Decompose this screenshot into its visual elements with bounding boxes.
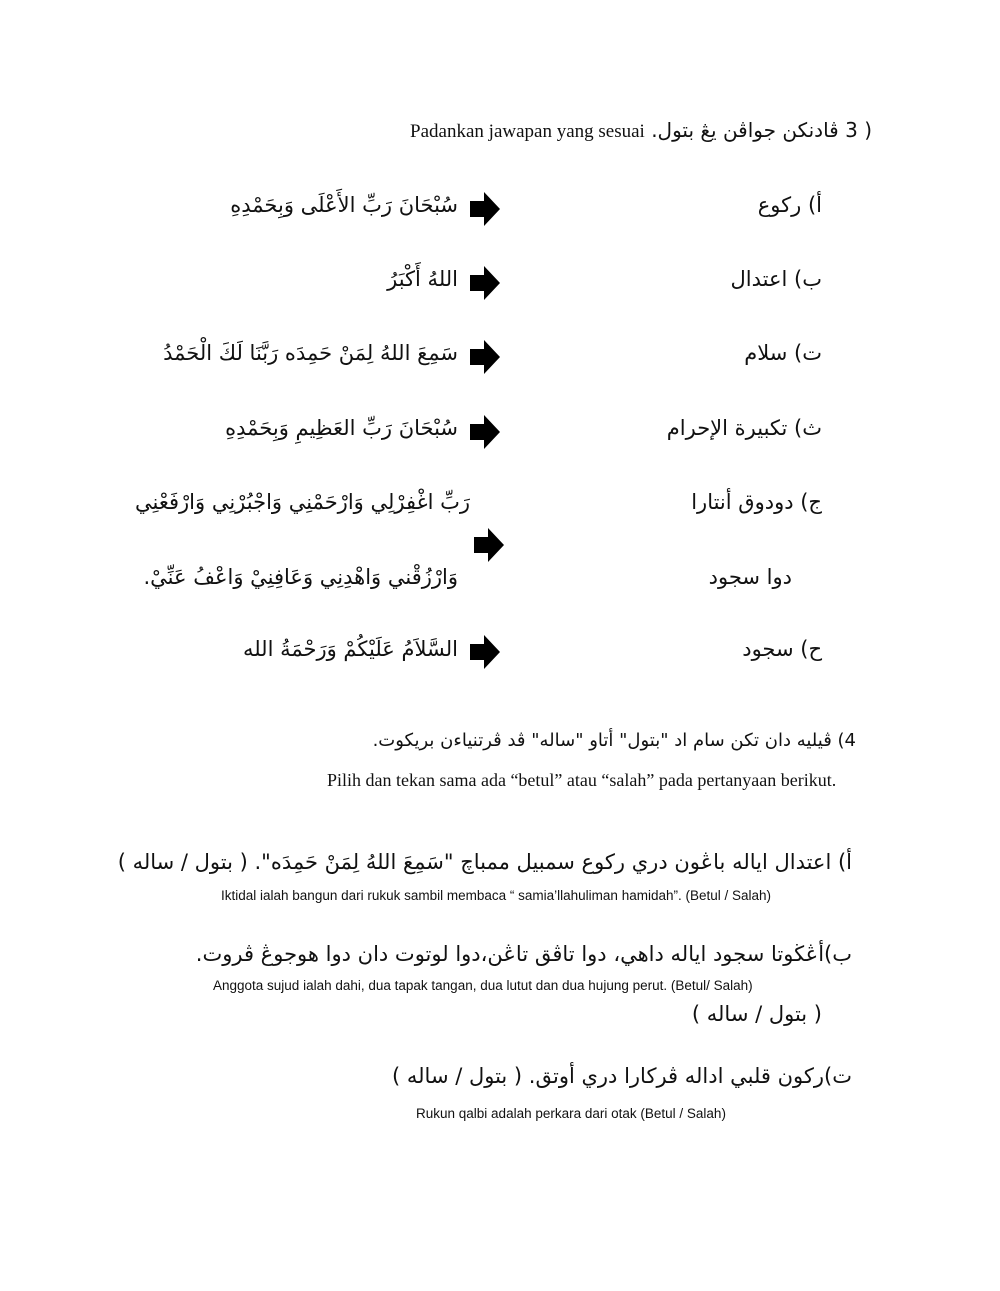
match-label[interactable]: ث) تكبيرة الإحرام bbox=[666, 416, 822, 440]
match-answer[interactable]: سُبْحَانَ رَبِّ الأَعْلَى وَبِحَمْدِهِ bbox=[230, 193, 458, 217]
arrow-right-icon bbox=[470, 340, 500, 374]
question-3-title bbox=[410, 118, 872, 143]
statement-c-en: Rukun qalbi adalah perkara dari otak (Betul / Salah) bbox=[416, 1106, 726, 1121]
arrow-right-icon bbox=[470, 415, 500, 449]
statement-b-en: Anggota sujud ialah dahi, dua tapak tangan, dua lutut dan dua hujung perut. (Betul/ Salah) bbox=[213, 978, 753, 993]
arrow-right-icon bbox=[474, 528, 504, 562]
match-answer[interactable]: السَّلاَمُ عَلَيْكُمْ وَرَحْمَةُ الله bbox=[242, 637, 458, 661]
match-answer[interactable]: سَمِعَ اللهُ لِمَنْ حَمِدَه رَبَّنَا لَكَ الْحَمْدُ bbox=[163, 341, 458, 365]
q3-title-en: Padankan jawapan yang sesuai bbox=[410, 121, 645, 142]
statement-b-jawi[interactable]: ب)أڠڬوتا سجود اياله داهي، دوا تاڤق تاڠن،دوا لوتوت دان دوا هوجوڠ ڤروت. bbox=[195, 942, 852, 966]
match-answer[interactable]: رَبِّ اغْفِرْلِي وَارْحَمْنِي وَاجْبُرْنِي وَارْفَعْنِي bbox=[135, 490, 470, 514]
match-label[interactable]: ب) اعتدال bbox=[730, 267, 822, 291]
match-answer[interactable]: سُبْحَانَ رَبِّ العَظِيمِ وَبِحَمْدِهِ bbox=[225, 416, 458, 440]
question-4-title: 4) ڤيليه دان تكن سام اد "بتول" أتاو "ساله" ڤد ڤرتنياءن بريكوت. bbox=[372, 730, 856, 751]
match-answer[interactable]: وَارْزُقْني وَاهْدِنِي وَعَافِنِيْ وَاعْفُ عَنِّيْ. bbox=[143, 565, 458, 589]
arrow-right-icon bbox=[470, 266, 500, 300]
match-label[interactable]: دوا سجود bbox=[708, 565, 792, 589]
arrow-right-icon bbox=[470, 635, 500, 669]
match-label[interactable]: أ) ركوع bbox=[757, 193, 822, 217]
statement-a-en: Iktidal ialah bangun dari rukuk sambil membaca “ samia’llahuliman hamidah”. (Betul / Salah) bbox=[221, 888, 772, 903]
match-label[interactable]: ت) سلام bbox=[744, 341, 822, 365]
arrow-right-icon bbox=[470, 192, 500, 226]
match-label[interactable]: ح) سجود bbox=[742, 637, 822, 661]
q3-number: 3 ) bbox=[845, 118, 872, 142]
match-answer[interactable]: اللهُ أَكْبَرُ bbox=[387, 267, 458, 291]
statement-c-jawi[interactable]: ت)ركون قلبي اداله ڤركارا دري أوتق. ( بتول / ساله ) bbox=[392, 1064, 852, 1088]
statement-b-choice[interactable]: ( بتول / ساله ) bbox=[691, 1002, 822, 1026]
statement-a-jawi[interactable]: أ) اعتدال اياله باڠون دري ركوع سمبيل ممباچ "سَمِعَ اللهُ لِمَنْ حَمِدَه". ( بتول / ساله ) bbox=[117, 850, 852, 874]
question-4-subtitle: Pilih dan tekan sama ada “betul” atau “salah” pada pertanyaan berikut. bbox=[327, 770, 837, 790]
match-label[interactable]: ج) دودوق أنتارا bbox=[691, 490, 822, 514]
q3-title-jawi: ڤادنكن جواڤن يڠ بتول. bbox=[651, 118, 839, 142]
